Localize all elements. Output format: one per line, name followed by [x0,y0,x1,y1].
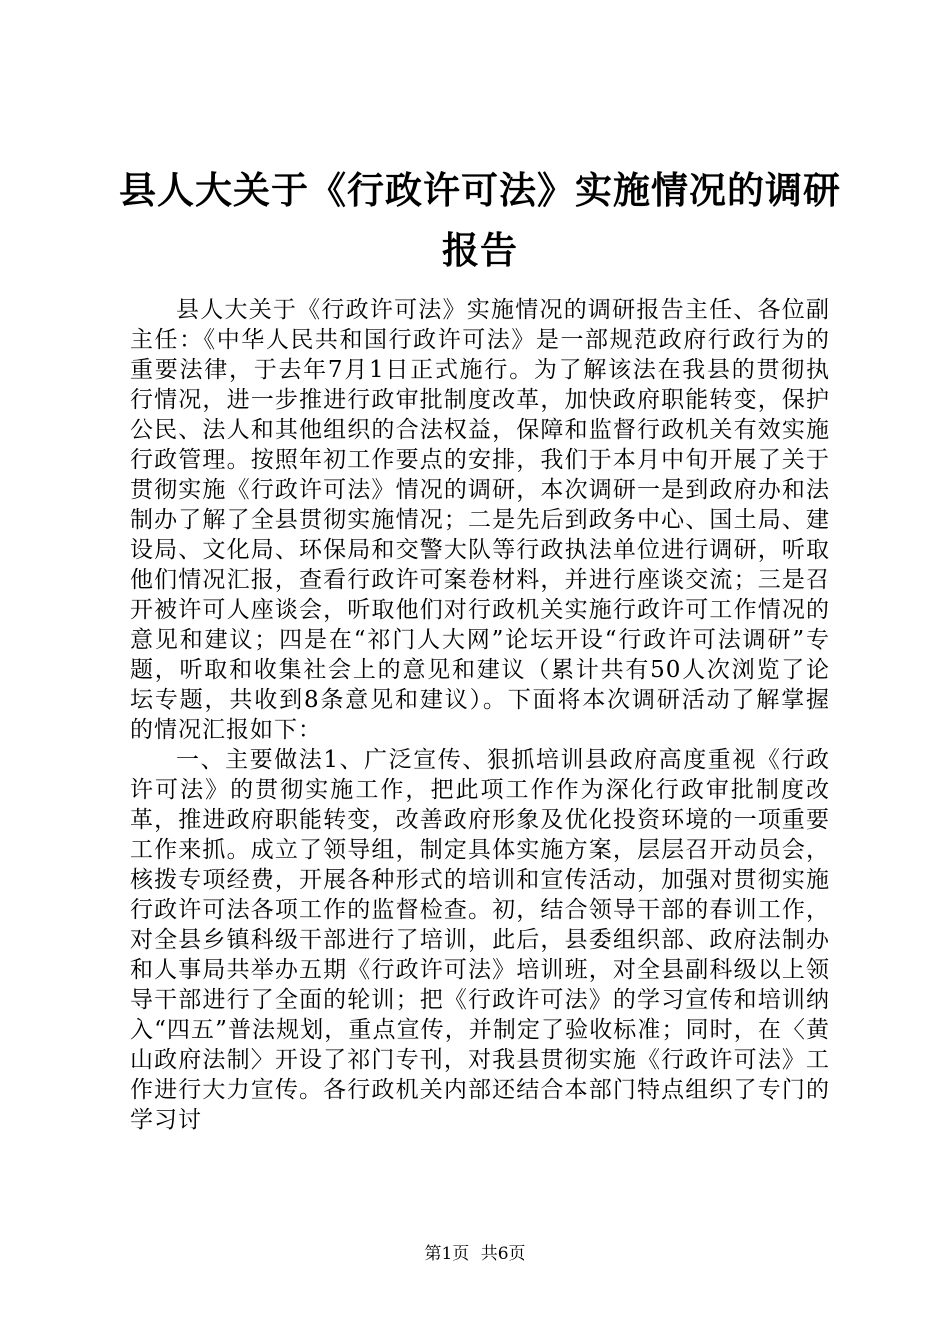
paragraph-main-practices: 一、主要做法1、广泛宣传、狠抓培训县政府高度重视《行政许可法》的贯彻实施工作，把此项工作作为深化行政审批制度改革，推进政府职能转变，改善政府形象及优化投资环境的一项重要工作来抓。成立了领导组，制定具体实施方案，层层召开动员会，核拨专项经费，开展各种形式的培训和宣传活动，加强对贯彻实施行政许可法各项工作的监督检查。初，结合领导干部的春训工作，对全县乡镇科级干部进行了培训，此后，县委组织部、政府法制办和人事局共举办五期《行政许可法》培训班，对全县副科级以上领导干部进行了全面的轮训；把《行政许可法》的学习宣传和培训纳入“四五”普法规划，重点宣传，并制定了验收标准；同时，在〈黄山政府法制〉开设了祁门专刊，对我县贯彻实施《行政许可法》工作进行大力宣传。各行政机关内部还结合本部门特点组织了专门的学习讨 [130,747,830,1133]
document-body [130,295,830,1135]
page-number: 第1页 [424,1244,470,1264]
page-total: 共6页 [480,1244,526,1264]
page-footer [0,1243,950,1265]
paragraph-intro: 县人大关于《行政许可法》实施情况的调研报告主任、各位副主任：《中华人民共和国行政许可法》是一部规范政府行政行为的重要法律，于去年7月1日正式施行。为了解该法在我县的贯彻执行情况，进一步推进行政审批制度改革，加快政府职能转变，保护公民、法人和其他组织的合法权益，保障和监督行政机关有效实施行政管理。按照年初工作要点的安排，我们于本月中旬开展了关于贯彻实施《行政许可法》情况的调研，本次调研一是到政府办和法制办了解了全县贯彻实施情况；二是先后到政务中心、国土局、建设局、文化局、环保局和交警大队等行政执法单位进行调研，听取他们情况汇报，查看行政许可案卷材料，并进行座谈交流；三是召开被许可人座谈会，听取他们对行政机关实施行政许可工作情况的意见和建议；四是在“祁门人大网”论坛开设“行政许可法调研”专题，听取和收集社会上的意见和建议（累计共有50人次浏览了论坛专题，共收到8条意见和建议）。下面将本次调研活动了解掌握的情况汇报如下： [130,297,830,743]
document-title: 县人大关于《行政许可法》实施情况的调研报告 [119,168,841,272]
